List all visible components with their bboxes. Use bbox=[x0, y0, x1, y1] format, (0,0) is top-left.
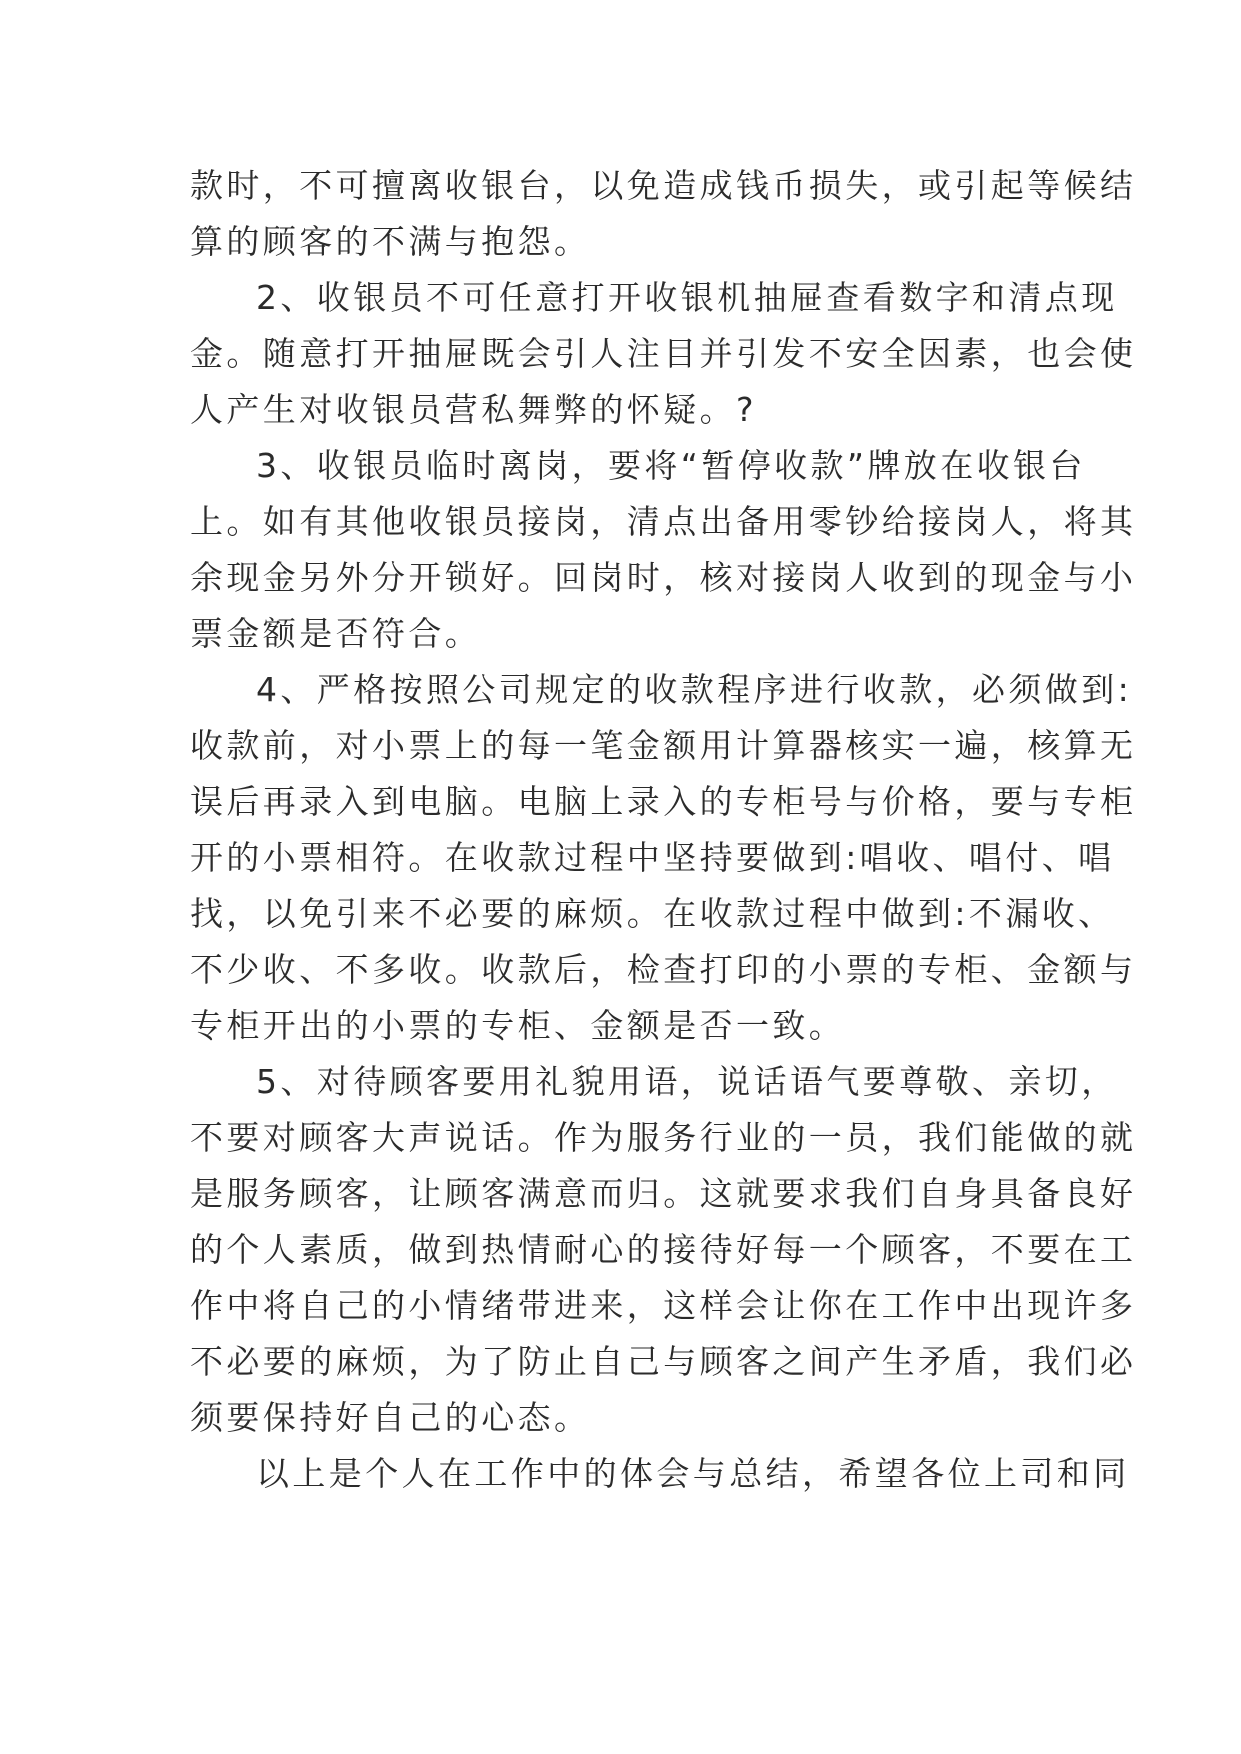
text-line: 不必要的麻烦，为了防止自己与顾客之间产生矛盾，我们必 bbox=[190, 1342, 1137, 1381]
paragraph-start-line: 3、收银员临时离岗，要将“暂停收款”牌放在收银台 bbox=[256, 446, 1086, 485]
text-line: 作中将自己的小情绪带进来，这样会让你在工作中出现许多 bbox=[190, 1286, 1137, 1325]
text-line: 专柜开出的小票的专柜、金额是否一致。 bbox=[190, 1006, 846, 1045]
text-line: 是服务顾客，让顾客满意而归。这就要求我们自身具备良好 bbox=[190, 1174, 1137, 1213]
text-line: 收款前，对小票上的每一笔金额用计算器核实一遍，核算无 bbox=[190, 726, 1137, 765]
paragraph-start-line: 5、对待顾客要用礼貌用语，说话语气要尊敬、亲切， bbox=[256, 1062, 1118, 1101]
text-line: 的个人素质，做到热情耐心的接待好每一个顾客，不要在工 bbox=[190, 1230, 1137, 1269]
text-line: 找，以免引来不必要的麻烦。在收款过程中做到:不漏收、 bbox=[190, 894, 1115, 933]
text-line: 款时，不可擅离收银台，以免造成钱币损失，或引起等候结 bbox=[190, 166, 1137, 205]
text-line: 不要对顾客大声说话。作为服务行业的一员，我们能做的就 bbox=[190, 1118, 1137, 1157]
text-line: 开的小票相符。在收款过程中坚持要做到:唱收、唱付、唱 bbox=[190, 838, 1115, 877]
paragraph-start-line: 4、严格按照公司规定的收款程序进行收款，必须做到: bbox=[256, 670, 1133, 709]
text-line: 须要保持好自己的心态。 bbox=[190, 1398, 591, 1437]
text-line: 余现金另外分开锁好。回岗时，核对接岗人收到的现金与小 bbox=[190, 558, 1137, 597]
text-line: 误后再录入到电脑。电脑上录入的专柜号与价格，要与专柜 bbox=[190, 782, 1137, 821]
text-line: 不少收、不多收。收款后，检查打印的小票的专柜、金额与 bbox=[190, 950, 1137, 989]
text-line: 金。随意打开抽屉既会引人注目并引发不安全因素，也会使 bbox=[190, 334, 1137, 373]
text-line: 上。如有其他收银员接岗，清点出备用零钞给接岗人，将其 bbox=[190, 502, 1137, 541]
text-line: 算的顾客的不满与抱怨。 bbox=[190, 222, 591, 261]
text-line: 票金额是否符合。 bbox=[190, 614, 482, 653]
text-line: 人产生对收银员营私舞弊的怀疑。? bbox=[190, 390, 757, 429]
paragraph-start-line: 2、收银员不可任意打开收银机抽屉查看数字和清点现 bbox=[256, 278, 1118, 317]
paragraph-start-line: 以上是个人在工作中的体会与总结，希望各位上司和同 bbox=[256, 1454, 1130, 1493]
